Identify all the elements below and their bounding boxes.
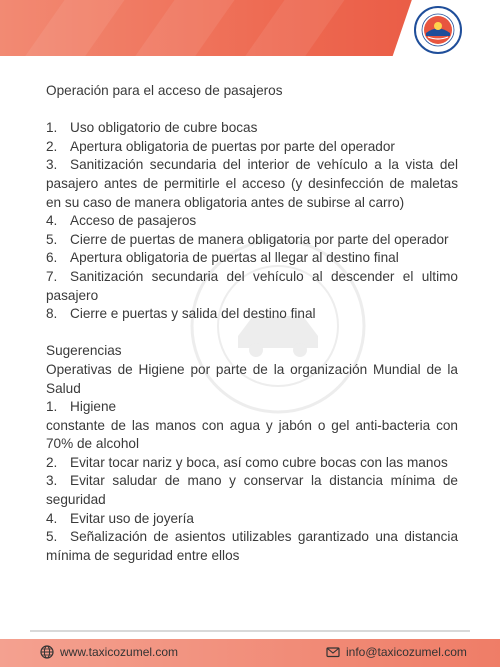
suggestions-title: Sugerencias bbox=[46, 343, 122, 359]
list-item bbox=[46, 398, 458, 417]
header-stripe bbox=[111, 0, 248, 56]
list-number: 2. bbox=[46, 138, 58, 154]
access-steps-list bbox=[46, 119, 458, 324]
document-body bbox=[46, 82, 458, 565]
list-number: 4. bbox=[46, 213, 58, 229]
list-item bbox=[46, 249, 458, 268]
suggestions-list bbox=[46, 454, 458, 566]
list-text: Evitar saludar de mano y conservar la distancia mínima de seguridad bbox=[46, 473, 458, 508]
list-item bbox=[46, 454, 458, 473]
list-item bbox=[46, 119, 458, 138]
suggestions-intro: Operativas de Higiene por parte de la organización Mundial de la Salud bbox=[46, 361, 458, 396]
list-number: 1. bbox=[46, 399, 58, 415]
list-number: 3. bbox=[46, 157, 58, 173]
list-number: 7. bbox=[46, 268, 58, 284]
list-item bbox=[46, 138, 458, 157]
list-text: Evitar tocar nariz y boca, así como cubre bocas con las manos bbox=[70, 454, 448, 470]
email-link[interactable]: info@taxicozumel.com bbox=[346, 645, 467, 659]
list-item bbox=[46, 305, 458, 324]
list-number: 4. bbox=[46, 510, 58, 526]
list-text: Sanitización secundaria del interior de vehículo a la vista del pasajero antes de permitirle el acceso (y desinfección de maletas en su caso de manera obligatoria antes de subirse al carro) bbox=[46, 157, 458, 210]
list-item bbox=[46, 212, 458, 231]
footer-email[interactable] bbox=[326, 645, 467, 659]
list-item bbox=[46, 268, 458, 305]
header-stripe bbox=[221, 0, 358, 56]
list-item bbox=[46, 156, 458, 212]
globe-icon bbox=[40, 645, 54, 659]
list-text: Acceso de pasajeros bbox=[70, 213, 197, 229]
header-stripe bbox=[1, 0, 138, 56]
list-number: 5. bbox=[46, 231, 58, 247]
list-item bbox=[46, 528, 458, 565]
list-number: 2. bbox=[46, 454, 58, 470]
list-item bbox=[46, 472, 458, 509]
footer-website[interactable] bbox=[40, 645, 178, 659]
list-text: Uso obligatorio de cubre bocas bbox=[70, 120, 258, 136]
list-text: Cierre e puertas y salida del destino final bbox=[70, 306, 316, 322]
list-text: Higiene bbox=[70, 399, 117, 415]
list-text: Señalización de asientos utilizables garantizado una distancia mínima de seguridad entre ellos bbox=[46, 529, 458, 563]
website-link[interactable]: www.taxicozumel.com bbox=[60, 645, 179, 659]
list-number: 6. bbox=[46, 250, 58, 266]
list-item bbox=[46, 231, 458, 250]
footer-divider bbox=[30, 630, 470, 632]
list-number: 5. bbox=[46, 529, 58, 545]
list-text: Apertura obligatoria de puertas por parte del operador bbox=[70, 138, 395, 154]
list-text: Apertura obligatoria de puertas al llegar al destino final bbox=[70, 250, 399, 266]
list-number: 3. bbox=[46, 473, 58, 489]
list-text: Sanitización secundaria del vehículo al descender el ultimo pasajero bbox=[46, 268, 458, 303]
section-gap bbox=[46, 324, 458, 343]
section-title: Operación para el acceso de pasajeros bbox=[46, 83, 283, 98]
list-item bbox=[46, 510, 458, 529]
list-number: 8. bbox=[46, 306, 58, 322]
list-number: 1. bbox=[46, 120, 58, 136]
list-text: Cierre de puertas de manera obligatoria por parte del operador bbox=[70, 231, 449, 247]
union-seal-logo-icon bbox=[414, 6, 462, 54]
envelope-icon bbox=[326, 645, 340, 659]
list-text: Evitar uso de joyería bbox=[70, 510, 194, 526]
hygiene-detail: constante de las manos con agua y jabón o gel anti-bacteria con 70% de alcohol bbox=[46, 417, 458, 452]
